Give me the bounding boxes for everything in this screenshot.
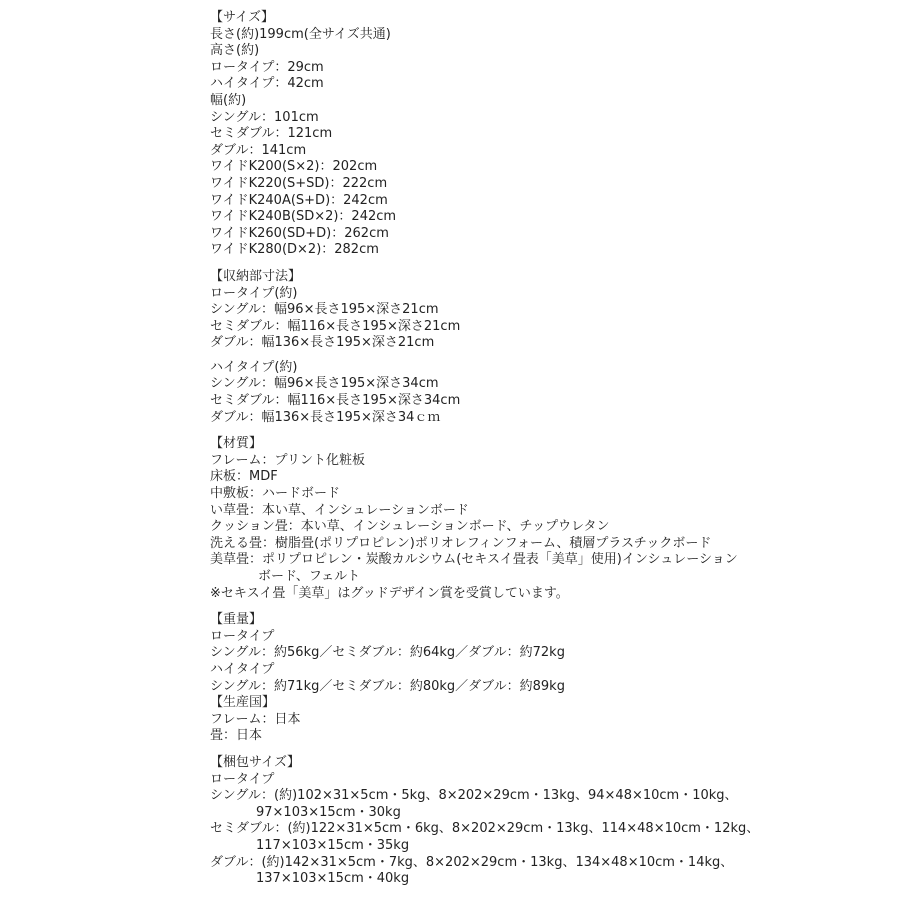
weight-line: ロータイプ [210,628,275,644]
storage-high-line: セミダブル：幅116×長さ195×深さ34cm [210,393,461,409]
storage-high-line: ダブル：幅136×長さ195×深さ34ｃｍ [210,409,441,425]
material-line: 洗える畳：樹脂畳(ポリプロピレン)ポリオレフィンフォーム、積層プラスチックボード [210,535,712,551]
material-line: 床板：MDF [210,469,278,485]
storage-low-line: ダブル：幅136×長さ195×深さ21cm [210,335,435,351]
weight-heading: 【重量】 [210,612,263,628]
weight-line: シングル：約71kg／セミダブル：約80kg／ダブル：約89kg [210,678,565,694]
size-line: ワイドK200(S×2)：202cm [210,159,378,175]
material-section [210,436,890,602]
size-line: セミダブル：121cm [210,126,333,142]
storage-section [210,269,890,426]
size-section [210,10,890,259]
material-line: 中敷板：ハードボード [210,486,341,502]
origin-line: フレーム：日本 [210,711,301,727]
package-semi-double-line: セミダブル：(約)122×31×5cm・6kg、8×202×29cm・13kg、114×48×10cm・12kg、 [210,821,760,837]
size-line: 長さ(約)199cm(全サイズ共通) [210,26,391,42]
size-line: 高さ(約) [210,43,260,59]
package-single-continuation: 97×103×15cm・30kg [256,804,401,820]
product-spec-sheet [210,10,890,888]
origin-section [210,695,890,745]
size-line: ワイドK260(SD+D)：262cm [210,225,389,241]
material-heading: 【材質】 [210,436,263,452]
material-line: クッション畳：本い草、インシュレーションボード、チップウレタン [210,519,610,535]
size-line: ワイドK240B(SD×2)：242cm [210,209,397,225]
size-line: ダブル：141cm [210,142,307,158]
weight-section [210,612,890,695]
package-double-line: ダブル：(約)142×31×5cm・7kg、8×202×29cm・13kg、134×48×10cm・14kg、 [210,854,734,870]
package-section [210,755,890,888]
material-line-continuation: ボード、フェルト [258,569,361,584]
size-line: ワイドK280(D×2)：282cm [210,242,379,258]
package-heading: 【梱包サイズ】 [210,754,300,770]
storage-low-line: シングル：幅96×長さ195×深さ21cm [210,302,439,318]
storage-high-line: ハイタイプ(約) [210,359,298,375]
material-line: い草畳：本い草、インシュレーションボード [210,502,469,518]
material-note: ※セキスイ畳「美草」はグッドデザイン賞を受賞しています。 [210,585,569,601]
weight-line: ハイタイプ [210,661,275,677]
package-semi-double-continuation: 117×103×15cm・35kg [256,837,410,853]
size-heading: 【サイズ】 [210,10,274,25]
package-single-line: シングル：(約)102×31×5cm・5kg、8×202×29cm・13kg、94×48×10cm・10kg、 [210,788,738,804]
storage-low-line: セミダブル：幅116×長さ195×深さ21cm [210,318,461,334]
origin-heading: 【生産国】 [210,695,276,711]
package-double-continuation: 137×103×15cm・40kg [256,871,410,887]
size-line: ワイドK240A(S+D)：242cm [210,192,388,208]
storage-low-line: ロータイプ(約) [210,285,298,301]
package-type-label: ロータイプ [210,771,275,787]
origin-line: 畳：日本 [210,728,263,744]
size-line: ワイドK220(S+SD)：222cm [210,175,388,191]
material-line: 美草畳：ポリプロピレン・炭酸カルシウム(セキスイ畳表「美草」使用)インシュレーション [210,552,738,568]
storage-high-line: シングル：幅96×長さ195×深さ34cm [210,376,439,392]
material-line: フレーム：プリント化粧板 [210,452,365,468]
size-line: ロータイプ：29cm [210,59,324,75]
storage-heading: 【収納部寸法】 [210,268,302,284]
weight-line: シングル：約56kg／セミダブル：約64kg／ダブル：約72kg [210,645,565,661]
size-line: 幅(約) [210,92,247,108]
size-line: シングル：101cm [210,109,319,125]
size-line: ハイタイプ：42cm [210,76,324,92]
